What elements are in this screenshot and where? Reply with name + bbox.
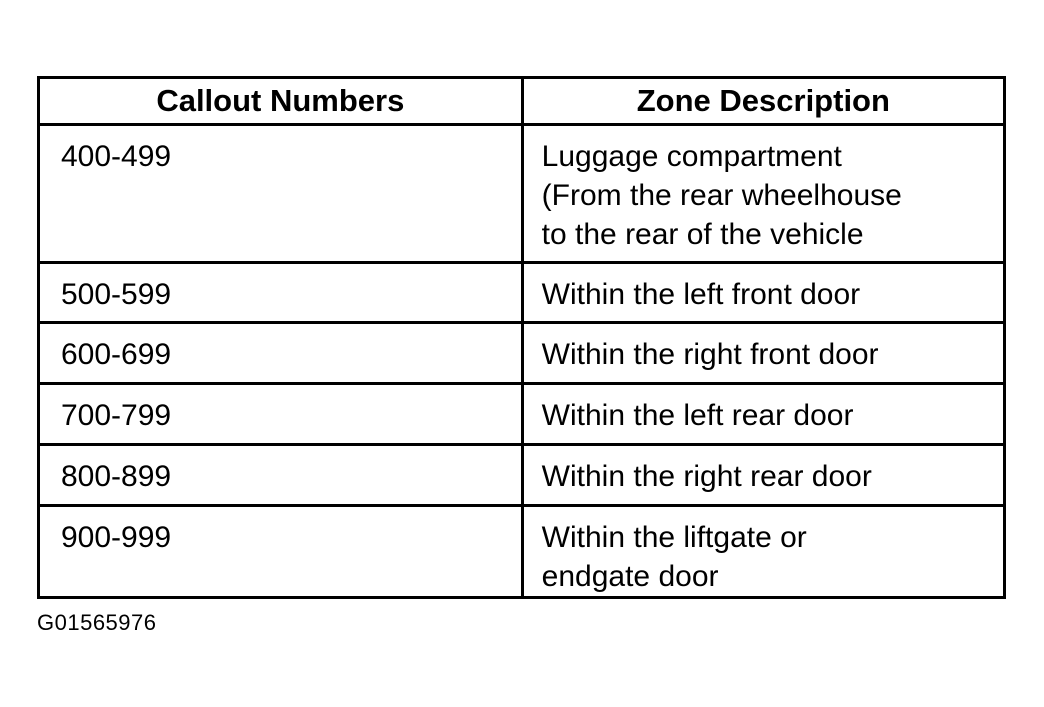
callout-number-cell: 900-999 (39, 506, 523, 598)
figure-id-label: G01565976 (37, 610, 157, 635)
zone-description-cell (522, 263, 1004, 323)
zone-description-line: (From the rear wheelhouse (541, 179, 902, 212)
callout-number-cell: 800-899 (39, 445, 523, 506)
table-row (39, 445, 1005, 506)
zone-description-cell (522, 506, 1004, 598)
zone-description-line: Within the liftgate or (541, 521, 807, 554)
zone-description-line: Luggage compartment (541, 140, 842, 173)
zone-description-line: Within the left front door (541, 278, 861, 311)
table-header-row (39, 78, 1005, 125)
table-row (39, 506, 1005, 598)
table-row (39, 323, 1005, 384)
callout-numbers-header: Callout Numbers (39, 78, 523, 125)
table-row (39, 125, 1005, 263)
callout-zone-table (37, 76, 1006, 599)
zone-description-cell (522, 125, 1004, 263)
callout-number-cell: 500-599 (39, 263, 523, 323)
zone-description-line: Within the left rear door (541, 399, 854, 432)
zone-description-cell (522, 384, 1004, 445)
table-row (39, 263, 1005, 323)
zone-description-cell (522, 445, 1004, 506)
zone-description-cell (522, 323, 1004, 384)
zone-description-line: to the rear of the vehicle (541, 218, 864, 251)
callout-number-cell: 600-699 (39, 323, 523, 384)
table-row (39, 384, 1005, 445)
zone-description-header: Zone Description (522, 78, 1004, 125)
zone-description-line: Within the right rear door (541, 460, 872, 493)
zone-description-line: Within the right front door (541, 338, 879, 371)
callout-number-cell: 400-499 (39, 125, 523, 263)
zone-description-line: endgate door (541, 560, 719, 593)
callout-number-cell: 700-799 (39, 384, 523, 445)
